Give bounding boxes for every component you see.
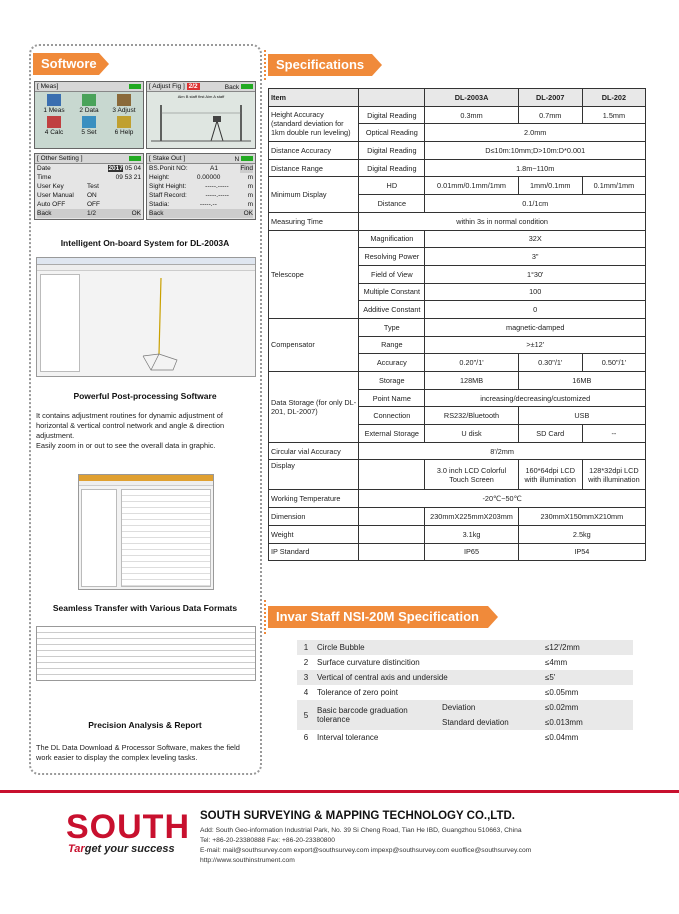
table-cell: U disk <box>425 425 518 443</box>
table-row <box>269 159 646 177</box>
table-cell: 3.0 inch LCD Colorful Touch Screen <box>425 460 518 490</box>
table-cell: Basic barcode graduation tolerance <box>315 700 440 730</box>
table-cell: 3 <box>297 670 315 685</box>
specifications-table <box>268 88 646 561</box>
company-phone: Tel: +86-20-23380888 Fax: +86-20-23380800 <box>200 837 335 844</box>
table-row <box>269 543 646 561</box>
screen-footer: Back OK <box>149 210 253 217</box>
help-icon <box>117 116 131 128</box>
table-cell: 0.3mm <box>425 106 518 124</box>
table-cell: Standard deviation <box>440 715 543 730</box>
table-cell: Connection <box>359 407 425 425</box>
screen-footer: Back 1/2 OK <box>37 210 141 217</box>
table-cell: Distance <box>359 195 425 213</box>
data-menu-item: 2 Data <box>72 94 106 115</box>
meas-menu-item: 1 Meas <box>37 94 71 115</box>
table-cell: Vertical of central axis and underside <box>315 670 543 685</box>
table-cell: Surface curvature distincition <box>317 658 420 667</box>
table-cell: 5 <box>297 700 315 730</box>
company-email: E-mail: mail@southsurvey.com export@southsurvey.com impexp@southsurvey.com euoffice@southsurvey.com <box>200 847 532 854</box>
table-cell: ≤0.013mm <box>543 715 633 730</box>
header-dl2003a: DL-2003A <box>425 89 518 107</box>
table-cell: 230mmX225mmX203mm <box>425 508 518 526</box>
table-cell: -- <box>582 425 645 443</box>
table-cell: ≤0.04mm <box>545 733 579 742</box>
table-cell: Tolerance of zero point <box>317 688 398 697</box>
table-cell: 4 <box>303 688 309 697</box>
zoom-text: Easily zoom in or out to see the overall data in graphic. <box>36 441 216 450</box>
precision-report-screenshot <box>36 626 256 681</box>
adjust-icon <box>117 94 131 106</box>
table-row <box>269 525 646 543</box>
table-cell: 2 <box>303 658 309 667</box>
table-cell <box>359 525 425 543</box>
table-cell: Distance Range <box>269 159 359 177</box>
table-cell <box>359 508 425 526</box>
footer-rule <box>0 790 679 793</box>
table-cell: Weight <box>269 525 359 543</box>
table-row <box>297 640 633 655</box>
bs-point-row: BS.Ponit NO: A1 Find <box>149 165 253 172</box>
table-cell: Working Temperature <box>269 490 359 508</box>
table-cell: 0 <box>425 301 646 319</box>
company-website[interactable]: http://www.southinstrument.com <box>200 857 295 864</box>
table-cell: 0.50"/1' <box>582 354 645 372</box>
table-row <box>269 177 646 195</box>
table-row <box>297 670 633 685</box>
height-row: Height: 0.00000 m <box>149 174 253 181</box>
table-cell: 1°30' <box>425 265 646 283</box>
invar-banner: Invar Staff NSI-20M Specification <box>268 606 488 628</box>
table-cell: Telescope <box>269 230 359 318</box>
table-cell: ≤5' <box>543 670 633 685</box>
table-cell: 0.1mm/1mm <box>582 177 645 195</box>
table-cell: Deviation <box>440 700 543 715</box>
sight-height-row: Sight Height: -----.----- m <box>149 183 253 190</box>
table-cell: Digital Reading <box>359 142 425 160</box>
battery-icon <box>129 156 141 161</box>
table-row <box>269 230 646 248</box>
adjust-top-label: Aim B staff first Aim A staff <box>177 94 225 99</box>
table-cell: 0.01mm/0.1mm/1mm <box>425 177 518 195</box>
table-cell: Magnification <box>359 230 425 248</box>
header-dl202: DL-202 <box>582 89 645 107</box>
battery-icon <box>241 84 253 89</box>
table-row <box>269 142 646 160</box>
divider <box>264 600 266 634</box>
table-cell: ≤4mm <box>545 658 568 667</box>
post-processing-screenshot <box>36 257 256 377</box>
table-cell: increasing/decreasing/customized <box>425 389 646 407</box>
screen-title: [ Meas] <box>37 83 59 90</box>
stadia-row: Stadia: -----.-- m <box>149 201 253 208</box>
staff-record-row: Staff Record: -----.----- m <box>149 192 253 199</box>
table-cell: >±12' <box>425 336 646 354</box>
table-cell: ≤0.05mm <box>545 688 579 697</box>
data-icon <box>82 94 96 106</box>
table-cell: Storage <box>359 372 425 390</box>
header-item: Item <box>269 89 359 107</box>
table-cell: RS232/Bluetooth <box>425 407 518 425</box>
table-cell: Range <box>359 336 425 354</box>
table-cell: IP Standard <box>269 543 359 561</box>
table-cell: ≤12'/2mm <box>543 640 633 655</box>
table-cell: Height Accuracy (standard deviation for 1km double run leveling) <box>269 106 359 141</box>
table-cell: Multiple Constant <box>359 283 425 301</box>
table-cell: Point Name <box>359 389 425 407</box>
table-cell: 1.8m~110m <box>425 159 646 177</box>
caption-data-transfer: Seamless Transfer with Various Data Formats <box>52 603 238 613</box>
table-cell: ≤0.02mm <box>543 700 633 715</box>
company-address: Add: South Geo-information Industrial Park, No. 39 Si Cheng Road, Tian He IBD, Guangzhou 510663, China <box>200 827 522 834</box>
table-row <box>269 490 646 508</box>
auto-off-row: Auto OFF OFF <box>37 201 100 208</box>
table-cell: Field of View <box>359 265 425 283</box>
table-cell: 2.0mm <box>425 124 646 142</box>
table-cell: magnetic-damped <box>425 318 646 336</box>
slogan: Target your success <box>68 843 175 855</box>
table-cell: 0.30"/1' <box>518 354 582 372</box>
table-cell: Circle Bubble <box>315 640 543 655</box>
table-cell: 0.7mm <box>518 106 582 124</box>
table-row <box>269 442 646 460</box>
table-cell: 128*32dpi LCD with illumination <box>582 460 645 490</box>
adjust-menu-item: 3 Adjust <box>107 94 141 115</box>
calc-menu-item: 4 Calc <box>37 116 71 137</box>
table-row <box>269 212 646 230</box>
post-processing-text: It contains adjustment routines for dynamic adjustment of horizontal & vertical control network and angle & direction adjustment. <box>36 411 225 440</box>
table-cell: USB <box>518 407 645 425</box>
table-row <box>297 685 633 700</box>
header-sub <box>359 89 425 107</box>
software-banner: Softwore <box>33 53 99 75</box>
table-cell: 100 <box>425 283 646 301</box>
meas-icon <box>47 94 61 106</box>
company-name: SOUTH SURVEYING & MAPPING TECHNOLOGY CO.,LTD. <box>200 810 515 822</box>
table-cell: Accuracy <box>359 354 425 372</box>
table-cell: 230mmX150mmX210mm <box>518 508 645 526</box>
table-cell: 3" <box>425 248 646 266</box>
table-cell: Optical Reading <box>359 124 425 142</box>
invar-table <box>297 640 633 745</box>
time-row: Time 09 53 21 <box>37 174 141 181</box>
caption-precision-report: Precision Analysis & Report <box>88 720 202 730</box>
caption-post-processing: Powerful Post-processing Software <box>73 391 217 401</box>
calc-icon <box>47 116 61 128</box>
table-cell: Type <box>359 318 425 336</box>
user-manual-row: User Manual ON <box>37 192 97 199</box>
south-logo: SOUTH <box>66 808 190 846</box>
specifications-banner: Specifications <box>268 54 372 76</box>
table-cell: within 3s in normal condition <box>359 212 646 230</box>
battery-icon <box>241 156 253 161</box>
header-dl2007: DL-2007 <box>518 89 582 107</box>
table-cell: Compensator <box>269 318 359 371</box>
table-cell: External Storage <box>359 425 425 443</box>
software-description: The DL Data Download & Processor Software, makes the field work easier to display the complex leveling tasks. <box>36 743 240 762</box>
table-cell: Interval tolerance <box>317 733 379 742</box>
table-cell: -20℃~50℃ <box>359 490 646 508</box>
table-cell: Digital Reading <box>359 106 425 124</box>
table-cell: IP65 <box>425 543 518 561</box>
table-cell: Minimum Display <box>269 177 359 212</box>
table-row <box>269 106 646 124</box>
other-setting-screen: [ Other Setting ] Date 2017 05 04 Time 09 53 21 User Key Test User Manual ON Auto OFF OFF Back 1/2 OK <box>34 153 144 220</box>
table-row <box>269 460 646 490</box>
adjust-figure <box>147 101 255 147</box>
table-cell: 128MB <box>425 372 518 390</box>
gear-icon <box>82 116 96 128</box>
set-menu-item: 5 Set <box>72 116 106 137</box>
table-cell: Dimension <box>269 508 359 526</box>
date-row: Date 2017 05 04 <box>37 165 141 172</box>
table-cell: IP54 <box>518 543 645 561</box>
table-row <box>297 730 633 745</box>
table-cell: Circular vial Accuracy <box>269 442 359 460</box>
network-graph <box>85 274 253 374</box>
battery-icon <box>129 84 141 89</box>
table-cell: 1 <box>297 640 315 655</box>
table-cell: Resolving Power <box>359 248 425 266</box>
user-key-row: User Key Test <box>37 183 99 190</box>
table-cell: 16MB <box>518 372 645 390</box>
table-row <box>269 318 646 336</box>
table-cell: 0.20"/1' <box>425 354 518 372</box>
table-cell: 1.5mm <box>582 106 645 124</box>
table-cell: Digital Reading <box>359 159 425 177</box>
adjust-fig-screen: [ Adjust Fig ] 2/2 Back Aim B staff first Aim A staff <box>146 81 256 149</box>
table-cell: Measuring Time <box>269 212 359 230</box>
table-cell: 6 <box>303 733 309 742</box>
table-cell: D≤10m:10mm;D>10m:D*0.001 <box>425 142 646 160</box>
table-cell: 1mm/0.1mm <box>518 177 582 195</box>
table-cell: 0.1/1cm <box>425 195 646 213</box>
table-row <box>297 700 633 715</box>
table-cell: 8'/2mm <box>359 442 646 460</box>
stake-out-screen: [ Stake Out ] N BS.Ponit NO: A1 Find Height: 0.00000 m Sight Height: -----.----- m Staff Record: -----.----- m Stadia: -----.-- m Back OK <box>146 153 256 220</box>
table-cell: SD Card <box>518 425 582 443</box>
caption-onboard: Intelligent On-board System for DL-2003A <box>60 238 230 248</box>
table-cell: Additive Constant <box>359 301 425 319</box>
table-cell <box>359 460 425 490</box>
table-cell: Display <box>269 460 359 490</box>
help-menu-item: 6 Help <box>107 116 141 137</box>
meas-screen <box>34 81 144 149</box>
data-transfer-screenshot <box>78 474 214 590</box>
table-row <box>297 655 633 670</box>
table-row <box>269 508 646 526</box>
table-cell: 160*64dpi LCD with illumination <box>518 460 582 490</box>
table-cell: Data Storage (for only DL-201, DL-2007) <box>269 372 359 443</box>
table-cell <box>359 543 425 561</box>
divider <box>264 50 266 80</box>
table-cell: HD <box>359 177 425 195</box>
table-header-row <box>269 89 646 107</box>
table-cell: 2.5kg <box>518 525 645 543</box>
table-cell: 3.1kg <box>425 525 518 543</box>
table-cell: Distance Accuracy <box>269 142 359 160</box>
table-row <box>269 372 646 390</box>
table-cell: 32X <box>425 230 646 248</box>
